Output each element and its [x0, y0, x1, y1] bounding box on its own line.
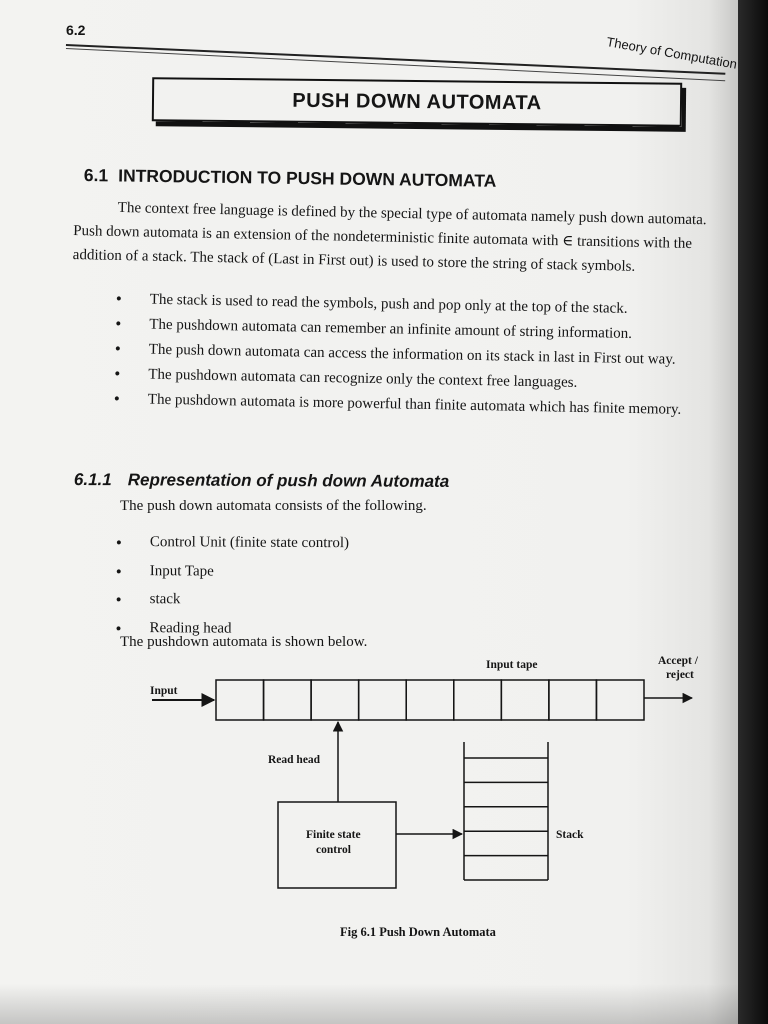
control-label-2: control [316, 844, 351, 856]
header-rule-secondary [66, 48, 725, 81]
list-item: • stack [116, 587, 736, 616]
stack-label: Stack [556, 829, 584, 841]
subsection-intro: The push down automata consists of the following. [120, 498, 427, 514]
tape-cell [216, 680, 264, 720]
tape-cell [549, 680, 597, 720]
list-item: • Input Tape [116, 558, 736, 587]
intro-paragraph [72, 195, 729, 281]
reject-label: reject [666, 669, 694, 681]
tape-cell [264, 680, 312, 720]
intro-paragraph-text: The context free language is defined by the special type of automata namely push down automata. Push down automata is an extension of the nondeterministic finite automata with ∈ transitions with the addition of a stack. The stack of (Last in First out) is used to store the string of stack symbols. [72, 199, 707, 275]
control-label: Finite state [306, 829, 361, 841]
input-tape [216, 680, 644, 720]
input-tape-label: Input tape [486, 659, 538, 671]
pda-properties-list [114, 288, 736, 425]
list-item: • The push down automata can access the information on its stack in last in First out way. [115, 338, 735, 372]
section-number: 6.1 [83, 165, 109, 186]
input-label: Input [150, 685, 178, 697]
section-title: INTRODUCTION TO PUSH DOWN AUTOMATA [118, 165, 497, 191]
page-number: 6.2 [66, 22, 86, 38]
page-bottom-shadow [0, 984, 738, 1024]
subsection-heading [74, 470, 449, 492]
accept-label: Accept / [658, 655, 698, 667]
list-item: • The stack is used to read the symbols, push and pop only at the top of the stack. [116, 288, 736, 322]
tape-cell [311, 680, 359, 720]
book-binding-edge [738, 0, 768, 1024]
tape-cell [501, 680, 549, 720]
read-head-label: Read head [268, 754, 321, 766]
running-head: Theory of Computation [605, 34, 738, 72]
stack [464, 742, 548, 880]
tape-cell [406, 680, 454, 720]
list-item: • The pushdown automata can recognize only the context free languages. [114, 363, 734, 397]
figure-caption: Fig 6.1 Push Down Automata [340, 925, 496, 939]
chapter-title: PUSH DOWN AUTOMATA [152, 77, 682, 127]
list-item: • The pushdown automata is more powerful than finite automata which has finite memory. [114, 388, 734, 422]
list-item: • The pushdown automata can remember an infinite amount of string information. [115, 313, 735, 347]
section-heading [84, 165, 497, 192]
tape-cell [596, 680, 644, 720]
list-item: • Reading head [115, 615, 735, 644]
subsection-title: Representation of push down Automata [127, 470, 450, 491]
tape-cell [359, 680, 407, 720]
subsection-number: 6.1.1 [73, 470, 112, 490]
list-item: • Control Unit (finite state control) [116, 530, 736, 559]
tape-cell [454, 680, 502, 720]
shown-below-line: The pushdown automata is shown below. [120, 634, 368, 650]
pda-diagram [140, 650, 720, 910]
pda-components-list [115, 530, 736, 647]
